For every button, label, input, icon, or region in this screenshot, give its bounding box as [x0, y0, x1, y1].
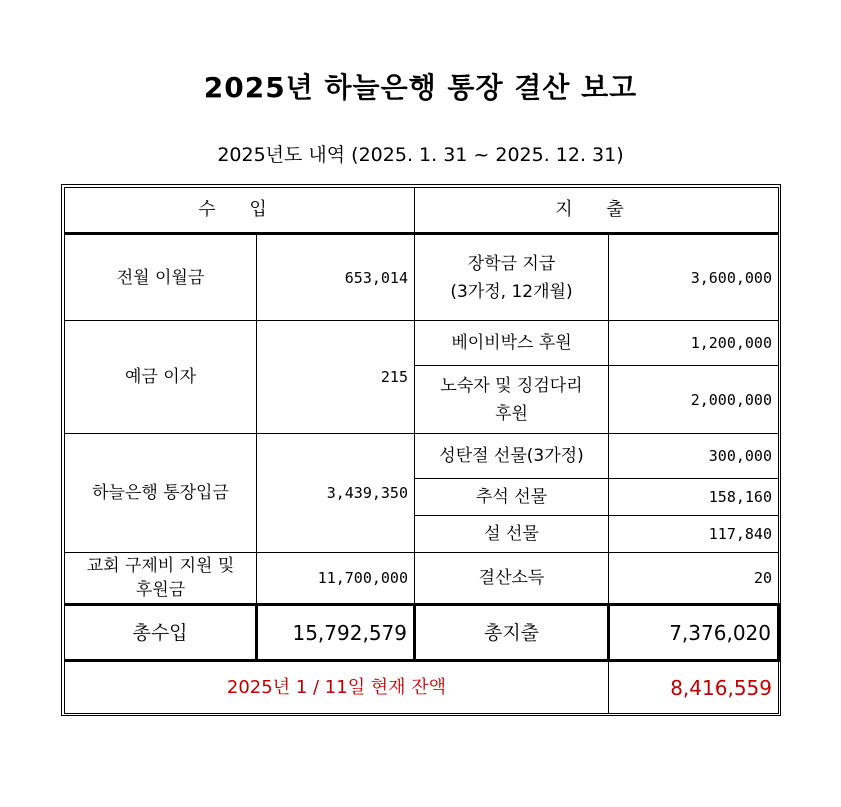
income-prev-label: 전월 이월금	[65, 234, 257, 321]
exp-babybox-value: 1,200,000	[609, 321, 779, 366]
income-deposit-label: 하늘은행 통장입금	[65, 434, 257, 553]
exp-tax-value: 20	[609, 553, 779, 605]
income-church-line1: 교회 구제비 지원 및	[86, 556, 235, 576]
income-church-label	[65, 553, 257, 605]
total-expense-label: 총지출	[415, 605, 609, 661]
expense-header: 지 출	[415, 188, 779, 234]
exp-scholarship-line2: (3가정, 12개월)	[450, 281, 573, 302]
exp-christmas-value: 300,000	[609, 434, 779, 479]
settlement-table-frame	[61, 184, 781, 716]
income-interest-value: 215	[257, 321, 415, 434]
exp-homeless-line1: 노숙자 및 징검다리	[440, 375, 583, 396]
balance-value: 8,416,559	[609, 661, 779, 714]
exp-seol-label: 설 선물	[415, 516, 609, 553]
report-period: 2025년도 내역 (2025. 1. 31 ~ 2025. 12. 31)	[217, 144, 624, 166]
exp-scholarship-line1: 장학금 지급	[467, 253, 556, 274]
income-prev-value: 653,014	[257, 234, 415, 321]
total-income-value: 15,792,579	[257, 605, 415, 661]
balance-label: 2025년 1 / 11일 현재 잔액	[65, 661, 609, 714]
income-church-line2: 후원금	[135, 580, 186, 600]
income-church-value: 11,700,000	[257, 553, 415, 605]
total-income-label: 총수입	[65, 605, 257, 661]
report-title: 2025년 하늘은행 통장 결산 보고	[203, 71, 638, 104]
income-interest-label: 예금 이자	[65, 321, 257, 434]
total-expense-value: 7,376,020	[609, 605, 779, 661]
exp-homeless-value: 2,000,000	[609, 366, 779, 434]
exp-scholarship-label	[415, 234, 609, 321]
exp-tax-label: 결산소득	[415, 553, 609, 605]
income-header: 수 입	[65, 188, 415, 234]
exp-homeless-line2: 후원	[495, 403, 528, 424]
income-deposit-value: 3,439,350	[257, 434, 415, 553]
exp-chuseok-value: 158,160	[609, 479, 779, 516]
exp-seol-value: 117,840	[609, 516, 779, 553]
exp-homeless-label	[415, 366, 609, 434]
exp-chuseok-label: 추석 선물	[415, 479, 609, 516]
exp-christmas-label: 성탄절 선물(3가정)	[415, 434, 609, 479]
settlement-table	[64, 187, 780, 714]
exp-scholarship-value: 3,600,000	[609, 234, 779, 321]
exp-babybox-label: 베이비박스 후원	[415, 321, 609, 366]
